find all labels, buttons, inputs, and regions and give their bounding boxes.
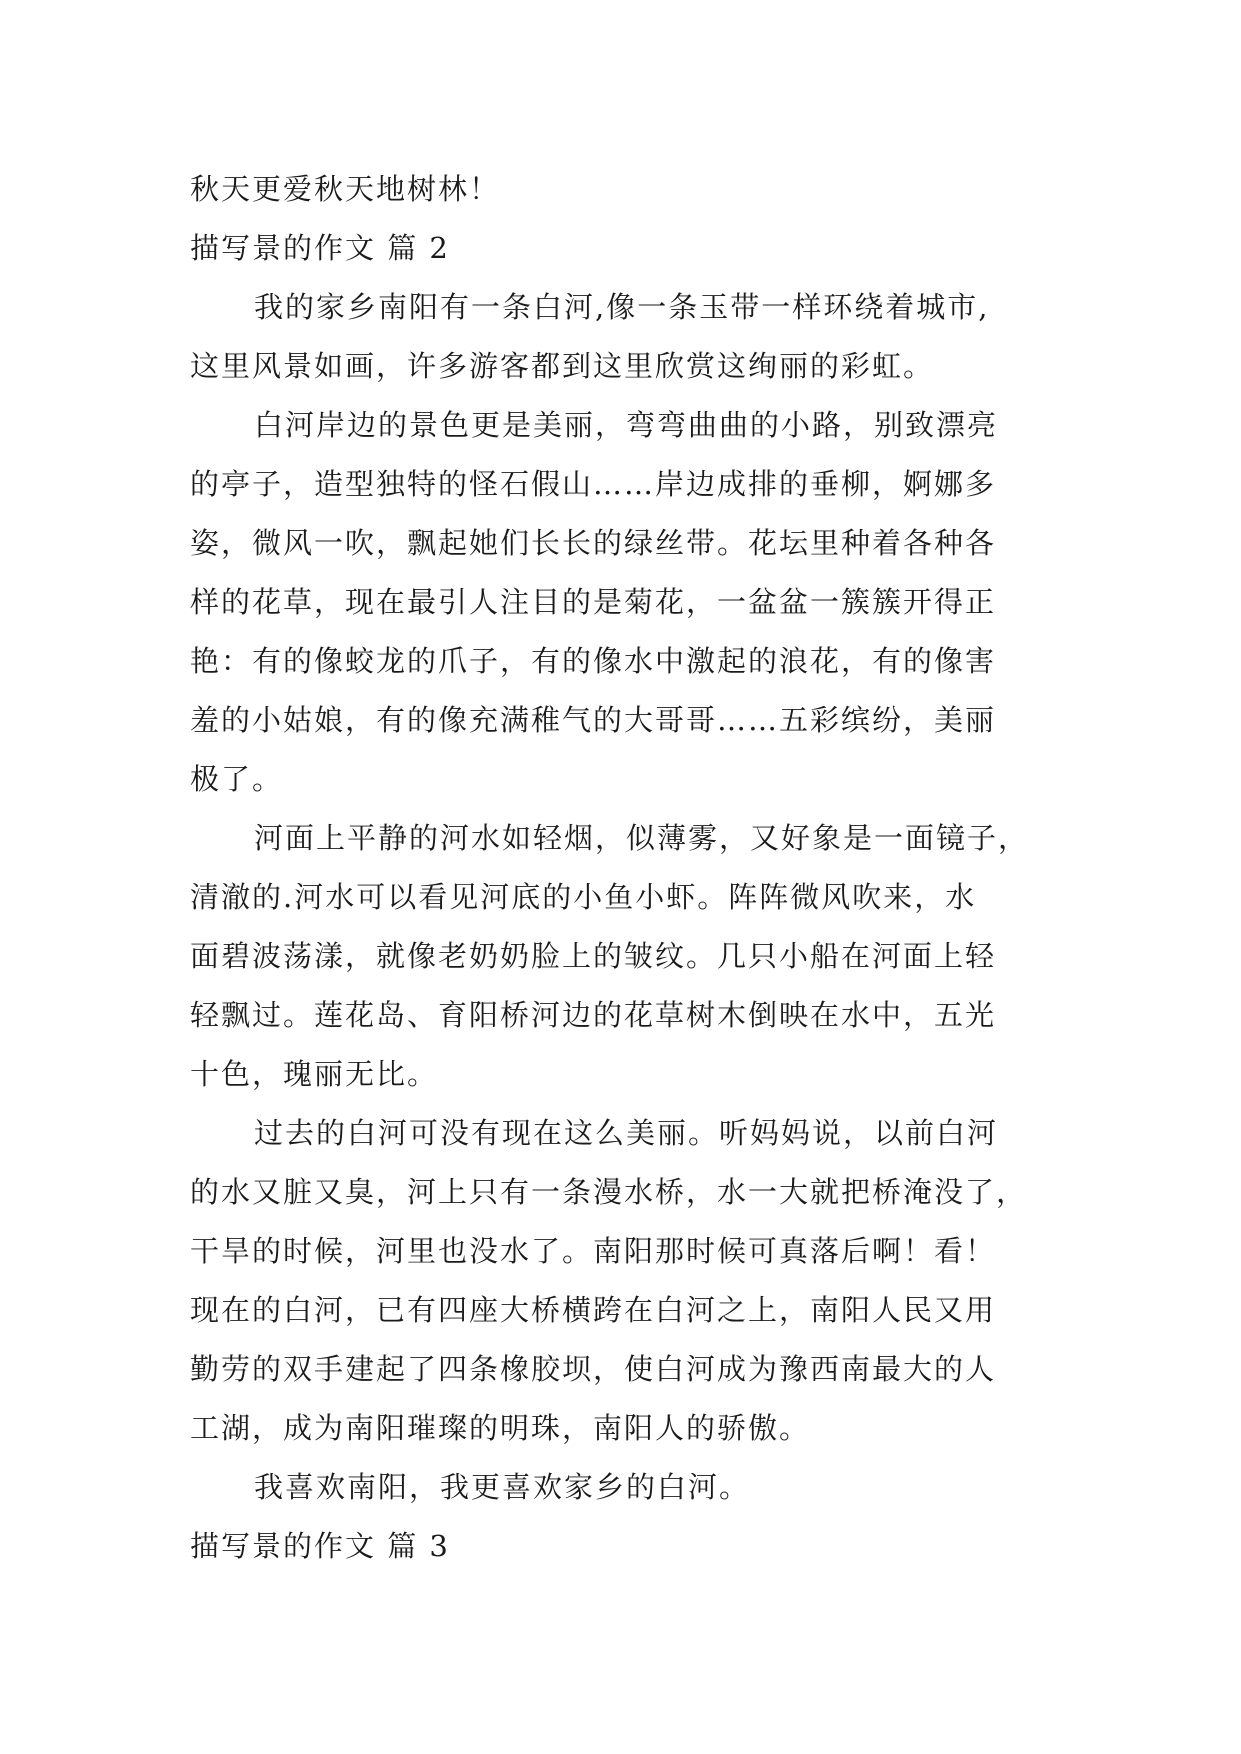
- text-line: 干旱的时候，河里也没水了。南阳那时候可真落后啊！看！: [190, 1234, 997, 1268]
- text-line: 秋天更爱秋天地树林！: [190, 172, 501, 206]
- text-line: 艳：有的像蛟龙的爪子，有的像水中激起的浪花，有的像害: [190, 644, 997, 678]
- text-line: 工湖，成为南阳璀璨的明珠，南阳人的骄傲。: [190, 1411, 811, 1445]
- text-line: 面碧波荡漾，就像老奶奶脸上的皱纹。几只小船在河面上轻: [190, 939, 997, 973]
- text-line: 的水又脏又臭，河上只有一条漫水桥，水一大就把桥淹没了，: [190, 1175, 1028, 1209]
- text-line: 现在的白河，已有四座大桥横跨在白河之上，南阳人民又用: [190, 1293, 997, 1327]
- paragraph-first-line: 过去的白河可没有现在这么美丽。听妈妈说，以前白河: [254, 1116, 999, 1150]
- section-heading: 描写景的作文 篇 2: [190, 231, 450, 265]
- document-body: [190, 160, 1090, 1576]
- paragraph-first-line: 我喜欢南阳，我更喜欢家乡的白河。: [254, 1470, 751, 1504]
- section-heading: 描写景的作文 篇 3: [190, 1529, 450, 1563]
- text-line: 的亭子，造型独特的怪石假山……岸边成排的垂柳，婀娜多: [190, 467, 997, 501]
- text-line: 十色，瑰丽无比。: [190, 1057, 439, 1091]
- text-line: 轻飘过。莲花岛、育阳桥河边的花草树木倒映在水中，五光: [190, 998, 997, 1032]
- paragraph-first-line: 白河岸边的景色更是美丽，弯弯曲曲的小路，别致漂亮: [254, 408, 999, 442]
- text-line: 勤劳的双手建起了四条橡胶坝，使白河成为豫西南最大的人: [190, 1352, 997, 1386]
- paragraph-first-line: 我的家乡南阳有一条白河,像一条玉带一样环绕着城市,: [254, 290, 990, 324]
- paragraph-first-line: 河面上平静的河水如轻烟，似薄雾，又好象是一面镜子，: [254, 821, 1030, 855]
- text-line: 这里风景如画，许多游客都到这里欣赏这绚丽的彩虹。: [190, 349, 935, 383]
- text-line: 姿，微风一吹，飘起她们长长的绿丝带。花坛里种着各种各: [190, 526, 997, 560]
- text-line: 极了。: [190, 762, 284, 796]
- text-line: 样的花草，现在最引人注目的是菊花，一盆盆一簇簇开得正: [190, 585, 997, 619]
- text-line: 清澈的.河水可以看见河底的小鱼小虾。阵阵微风吹来，水: [190, 880, 977, 914]
- text-line: 羞的小姑娘，有的像充满稚气的大哥哥……五彩缤纷，美丽: [190, 703, 997, 737]
